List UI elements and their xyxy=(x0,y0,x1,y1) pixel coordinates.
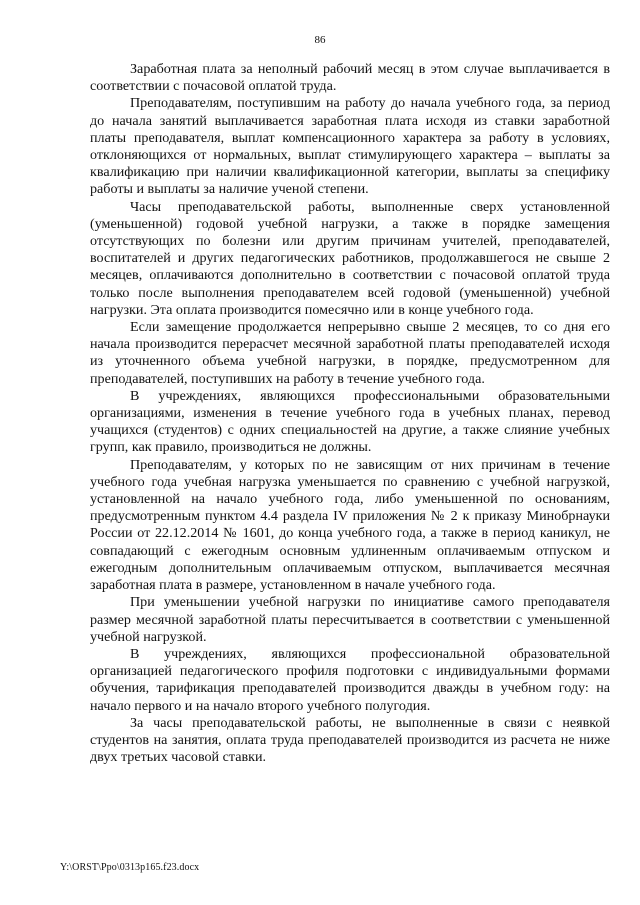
paragraph: Заработная плата за неполный рабочий месяц в этом случае выплачивается в соответствии с почасовой оплатой труда. xyxy=(90,61,610,95)
page-number: 86 xyxy=(314,34,326,46)
paragraph: За часы преподавательской работы, не выполненные в связи с неявкой студентов на занятия, оплата труда преподавателей производится из расчета не ниже двух третьих часовой ставки. xyxy=(90,714,610,766)
paragraph: В учреждениях, являющихся профессиональной образовательной организацией педагогического профиля подготовки с индивидуальными формами обучения, тарификация преподавателей производится дважды в учебном году: на начало первого и на начало второго учебного полугодия. xyxy=(90,645,610,714)
footer-file-path: Y:\ORST\Ppo\0313p165.f23.docx xyxy=(60,862,200,873)
paragraph: Преподавателям, поступившим на работу до начала учебного года, за период до начала занятий выплачивается заработная плата исходя из ставки заработной платы преподавателя, выплат компенсационного характера за работу в условиях, отклоняющихся от нормальных, выплат стимулирующего характера – выплаты за квалификацию при наличии квалификационной категории, выплаты за специфику работы и выплаты за наличие ученой степени. xyxy=(90,95,610,198)
paragraph: Преподавателям, у которых по не зависящим от них причинам в течение учебного года учебная нагрузка уменьшается по сравнению с учебной нагрузкой, установленной на начало учебного года, либо уменьшенной по основаниям, предусмотренным пунктом 4.4 раздела IV приложения № 2 к приказу Минобрнауки России от 22.12.2014 № 1601, до конца учебного года, а также в период каникул, не совпадающий с ежегодным основным удлиненным оплачиваемым отпуском и ежегодным дополнительным оплачиваемым отпуском, выплачивается месячная заработная плата в размере, установленном в начале учебного года. xyxy=(90,456,610,594)
paragraph: В учреждениях, являющихся профессиональными образовательными организациями, изменения в течение учебного года в учебных планах, перевод учащихся (студентов) с одних специальностей на другие, а также слияние учебных групп, как правило, производиться не должны. xyxy=(90,387,610,456)
paragraph: Часы преподавательской работы, выполненные сверх установленной (уменьшенной) годовой учебной нагрузки, а также в порядке замещения отсутствующих по болезни или другим причинам учителей, преподавателей, воспитателей и других педагогических работников, продолжавшегося не свыше 2 месяцев, оплачиваются дополнительно в соответствии с почасовой оплатой труда только после выполнения преподавателем всей годовой (уменьшенной) учебной нагрузки. Эта оплата производится помесячно или в конце учебного года. xyxy=(90,198,610,318)
paragraph: Если замещение продолжается непрерывно свыше 2 месяцев, то со дня его начала производится перерасчет месячной заработной платы преподавателей исходя из уточненного объема учебной нагрузки, в порядке, предусмотренном для преподавателей, поступивших на работу в течение учебного года. xyxy=(90,319,610,387)
document-body xyxy=(90,61,610,766)
paragraph: При уменьшении учебной нагрузки по инициативе самого преподавателя размер месячной заработной платы пересчитывается в соответствии с уменьшенной учебной нагрузкой. xyxy=(90,594,610,645)
